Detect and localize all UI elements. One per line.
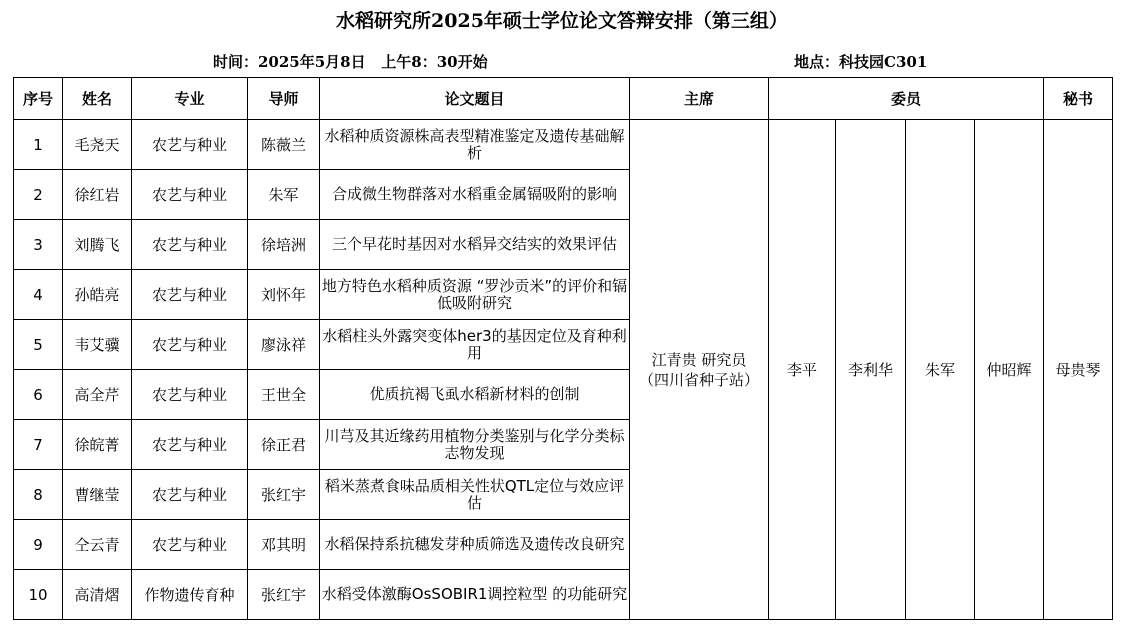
cell-advisor: 刘怀年	[248, 270, 320, 320]
header-advisor: 导师	[248, 78, 320, 120]
cell-advisor: 陈薇兰	[248, 120, 320, 170]
cell-major: 农艺与种业	[132, 120, 248, 170]
cell-committee-member-2: 李利华	[836, 120, 906, 620]
table-header-row	[14, 78, 1113, 120]
schedule-table	[13, 77, 1113, 620]
cell-secretary: 母贵琴	[1044, 120, 1113, 620]
cell-committee-member-4: 仲昭辉	[975, 120, 1044, 620]
cell-advisor: 朱军	[248, 170, 320, 220]
cell-name: 韦艾骥	[63, 320, 132, 370]
cell-committee-member-1: 李平	[769, 120, 836, 620]
page-title: 水稻研究所2025年硕士学位论文答辩安排（第三组）	[336, 10, 788, 32]
cell-index: 7	[14, 420, 63, 470]
header-index: 序号	[14, 78, 63, 120]
cell-index: 4	[14, 270, 63, 320]
cell-advisor: 廖泳祥	[248, 320, 320, 370]
chair-org: （四川省种子站）	[638, 370, 759, 389]
cell-thesis: 水稻保持系抗穗发芽种质筛选及遗传改良研究	[320, 520, 630, 570]
cell-major: 农艺与种业	[132, 520, 248, 570]
cell-name: 徐皖菁	[63, 420, 132, 470]
cell-name: 高全芹	[63, 370, 132, 420]
cell-thesis: 地方特色水稻种质资源 “罗沙贡米”的评价和镉低吸附研究	[320, 270, 630, 320]
cell-major: 农艺与种业	[132, 370, 248, 420]
cell-advisor: 王世全	[248, 370, 320, 420]
cell-major: 作物遗传育种	[132, 570, 248, 620]
cell-advisor: 徐正君	[248, 420, 320, 470]
cell-index: 10	[14, 570, 63, 620]
cell-index: 8	[14, 470, 63, 520]
cell-name: 毛尧天	[63, 120, 132, 170]
cell-name: 曹继莹	[63, 470, 132, 520]
cell-thesis: 水稻种质资源株高表型精准鉴定及遗传基础解析	[320, 120, 630, 170]
cell-name: 刘腾飞	[63, 220, 132, 270]
cell-chair	[630, 120, 769, 620]
cell-committee-member-3: 朱军	[906, 120, 975, 620]
cell-major: 农艺与种业	[132, 320, 248, 370]
cell-thesis: 川芎及其近缘药用植物分类鉴别与化学分类标志物发现	[320, 420, 630, 470]
cell-advisor: 邓其明	[248, 520, 320, 570]
cell-name: 孙皓亮	[63, 270, 132, 320]
table-row	[14, 120, 1113, 170]
cell-index: 5	[14, 320, 63, 370]
cell-major: 农艺与种业	[132, 470, 248, 520]
cell-advisor: 张红宇	[248, 570, 320, 620]
header-chair: 主席	[630, 78, 769, 120]
cell-index: 3	[14, 220, 63, 270]
cell-index: 2	[14, 170, 63, 220]
header-name: 姓名	[63, 78, 132, 120]
cell-index: 9	[14, 520, 63, 570]
cell-thesis: 合成微生物群落对水稻重金属镉吸附的影响	[320, 170, 630, 220]
cell-name: 高清熠	[63, 570, 132, 620]
header-committee: 委员	[769, 78, 1044, 120]
cell-advisor: 张红宇	[248, 470, 320, 520]
cell-index: 6	[14, 370, 63, 420]
cell-major: 农艺与种业	[132, 270, 248, 320]
defense-time: 时间：2025年5月8日 上午8：30开始	[213, 53, 488, 71]
header-thesis: 论文题目	[320, 78, 630, 120]
cell-thesis: 三个早花时基因对水稻异交结实的效果评估	[320, 220, 630, 270]
chair-name: 江青贵 研究员	[651, 350, 747, 369]
cell-thesis: 水稻柱头外露突变体her3的基因定位及育种利用	[320, 320, 630, 370]
header-major: 专业	[132, 78, 248, 120]
cell-index: 1	[14, 120, 63, 170]
cell-advisor: 徐培洲	[248, 220, 320, 270]
header-secretary: 秘书	[1044, 78, 1113, 120]
cell-major: 农艺与种业	[132, 420, 248, 470]
cell-name: 仝云青	[63, 520, 132, 570]
cell-major: 农艺与种业	[132, 170, 248, 220]
defense-location: 地点：科技园C301	[794, 53, 928, 71]
cell-thesis: 优质抗褐飞虱水稻新材料的创制	[320, 370, 630, 420]
cell-major: 农艺与种业	[132, 220, 248, 270]
cell-name: 徐红岩	[63, 170, 132, 220]
cell-thesis: 稻米蒸煮食味品质相关性状QTL定位与效应评估	[320, 470, 630, 520]
cell-thesis: 水稻受体激酶OsSOBIR1调控粒型 的功能研究	[320, 570, 630, 620]
